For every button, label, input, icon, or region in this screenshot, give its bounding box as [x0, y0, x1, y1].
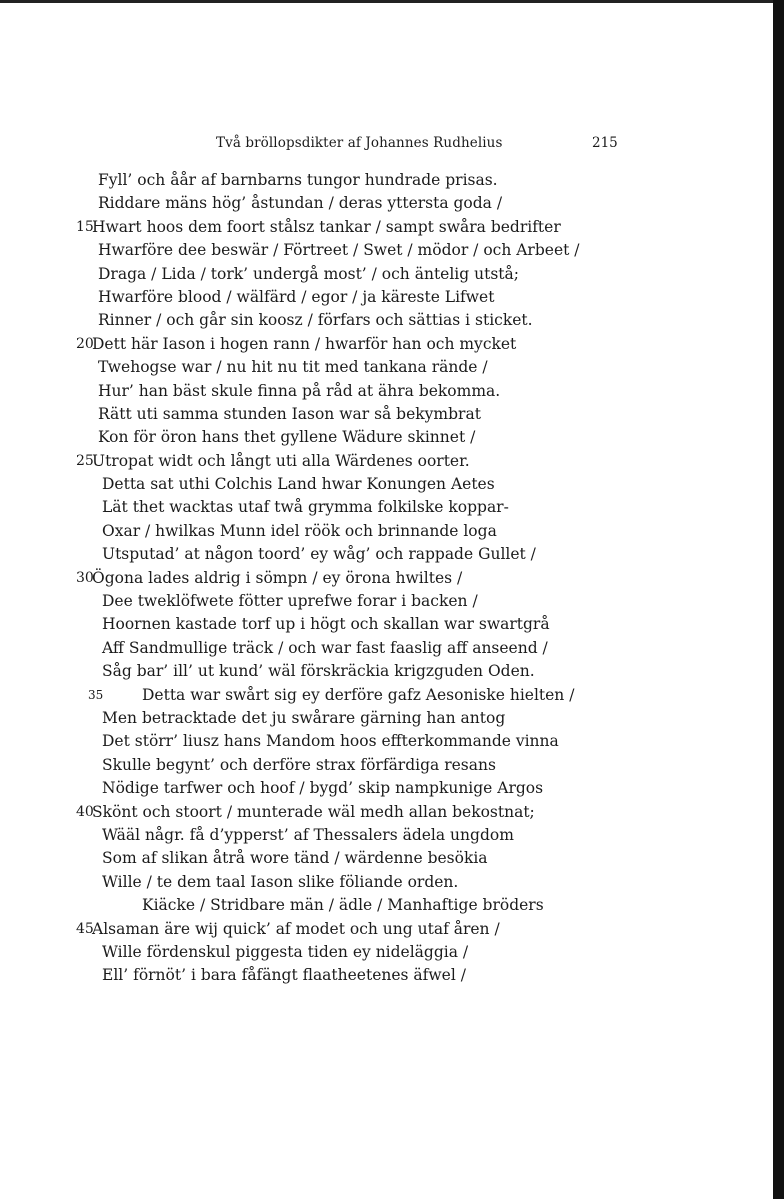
verse-line — [0, 941, 773, 964]
verse-line — [0, 707, 773, 730]
verse-line — [0, 964, 773, 987]
verse-line — [0, 660, 773, 683]
verse-line — [0, 403, 773, 426]
verse-text: Detta war swårt sig ey derföre gafz Aesoniske hielten / — [142, 685, 575, 704]
verse-line — [0, 169, 773, 192]
verse-line — [0, 777, 773, 800]
verse-line — [0, 450, 773, 473]
verse-text: Ell’ förnöt’ i bara fåfängt flaatheetenes äfwel / — [102, 966, 466, 985]
verse-text: Draga / Lida / tork’ undergå most’ / och äntelig utstå; — [98, 264, 519, 283]
verse-line — [0, 216, 773, 239]
verse-line — [0, 567, 773, 590]
verse-line — [0, 590, 773, 613]
verse-text: Oxar / hwilkas Munn idel röök och brinnande loga — [102, 521, 497, 540]
line-number: 25 — [76, 452, 94, 469]
verse-text: Riddare mäns hög’ åstundan / deras yttersta goda / — [98, 194, 503, 213]
verse-text: Hur’ han bäst skule finna på råd at ähra bekomma. — [98, 381, 501, 400]
verse-text: Wille / te dem taal Iason slike föliande orden. — [102, 872, 459, 891]
verse-text: Såg bar’ ill’ ut kund’ wäl förskräckia krigzguden Oden. — [102, 662, 535, 681]
verse-line — [0, 684, 773, 707]
verse-text: Hoornen kastade torf up i högt och skallan war swartgrå — [102, 615, 550, 634]
verse-text: Lät thet wacktas utaf twå grymma folkilske koppar- — [102, 498, 509, 517]
verse-line — [0, 847, 773, 870]
verse-line — [0, 309, 773, 332]
line-number: 45 — [76, 920, 94, 937]
verse-text: Hwarföre dee beswär / Förtreet / Swet / mödor / och Arbeet / — [98, 241, 580, 260]
verse-line — [0, 473, 773, 496]
verse-text: Ögona lades aldrig i sömpn / ey örona hwiltes / — [92, 568, 463, 587]
verse-line — [0, 192, 773, 215]
verse-text: Aff Sandmullige träck / och war fast faaslig aff anseend / — [102, 638, 548, 657]
verse-text: Dee tweklöfwete fötter uprefwe forar i backen / — [102, 592, 478, 611]
verse-text: Rinner / och går sin koosz / förfars och sättias i sticket. — [98, 311, 533, 330]
verse-line — [0, 730, 773, 753]
verse-text: Hwart hoos dem foort stålsz tankar / sampt swåra bedrifter — [92, 217, 561, 236]
verse-text: Skönt och stoort / munterade wäl medh allan bekostnat; — [92, 802, 535, 821]
page-header — [0, 135, 784, 155]
verse-line — [0, 496, 773, 519]
verse-line — [0, 520, 773, 543]
verse-line — [0, 356, 773, 379]
verse-text: Alsaman äre wij quick’ af modet och ung utaf åren / — [92, 919, 500, 938]
verse-line — [0, 333, 773, 356]
verse-text: Utsputad’ at någon toord’ ey wåg’ och rappade Gullet / — [102, 545, 536, 564]
verse-line — [0, 871, 773, 894]
running-title: Två bröllopsdikter af Johannes Rudhelius — [216, 135, 503, 151]
verse-text: Men betracktade det ju swårare gärning han antog — [102, 708, 506, 727]
verse-line — [0, 918, 773, 941]
line-number: 30 — [76, 569, 94, 586]
verse-line — [0, 754, 773, 777]
verse-text: Kon för öron hans thet gyllene Wädure skinnet / — [98, 428, 476, 447]
verse-text: Nödige tarfwer och hoof / bygd’ skip nampkunige Argos — [102, 779, 544, 798]
verse-text: Skulle begynt’ och derföre strax förfärdiga resans — [102, 755, 496, 774]
verse-text: Detta sat uthi Colchis Land hwar Konungen Aetes — [102, 475, 495, 494]
verse-text: Utropat widt och långt uti alla Wärdenes oorter. — [92, 451, 470, 470]
verse-line — [0, 894, 773, 917]
verse-text: Fyll’ och åår af barnbarns tungor hundrade prisas. — [98, 171, 498, 189]
poem-text — [0, 169, 773, 988]
verse-text: Wille fördenskul piggesta tiden ey nideläggia / — [102, 942, 469, 961]
verse-text: Det störr’ liusz hans Mandom hoos effterkommande vinna — [102, 732, 559, 751]
verse-line — [0, 613, 773, 636]
verse-line — [0, 380, 773, 403]
verse-line — [0, 637, 773, 660]
page-number: 215 — [592, 135, 618, 151]
line-number: 15 — [76, 218, 94, 235]
verse-line — [0, 426, 773, 449]
verse-text: Twehogse war / nu hit nu tit med tankana rände / — [98, 358, 488, 377]
verse-line — [0, 239, 773, 262]
verse-line — [0, 263, 773, 286]
verse-line — [0, 824, 773, 847]
verse-text: Rätt uti samma stunden Iason war så bekymbrat — [98, 404, 481, 423]
verse-text: Hwarföre blood / wälfärd / egor / ja käreste Lifwet — [98, 287, 495, 306]
verse-text: Dett här Iason i hogen rann / hwarför han och mycket — [92, 334, 517, 353]
line-number: 35 — [88, 687, 104, 702]
line-number: 40 — [76, 803, 94, 820]
verse-line — [0, 286, 773, 309]
scan-top-edge — [0, 0, 784, 3]
verse-text: Kiäcke / Stridbare män / ädle / Manhaftige bröders — [142, 896, 544, 915]
verse-text: Som af slikan åtrå wore tänd / wärdenne besökia — [102, 849, 488, 868]
verse-line — [0, 543, 773, 566]
line-number: 20 — [76, 335, 94, 352]
verse-text: Wääl någr. få d’ypperst’ af Thessalers ädela ungdom — [102, 825, 514, 844]
scan-right-border — [773, 0, 784, 1199]
verse-line — [0, 801, 773, 824]
